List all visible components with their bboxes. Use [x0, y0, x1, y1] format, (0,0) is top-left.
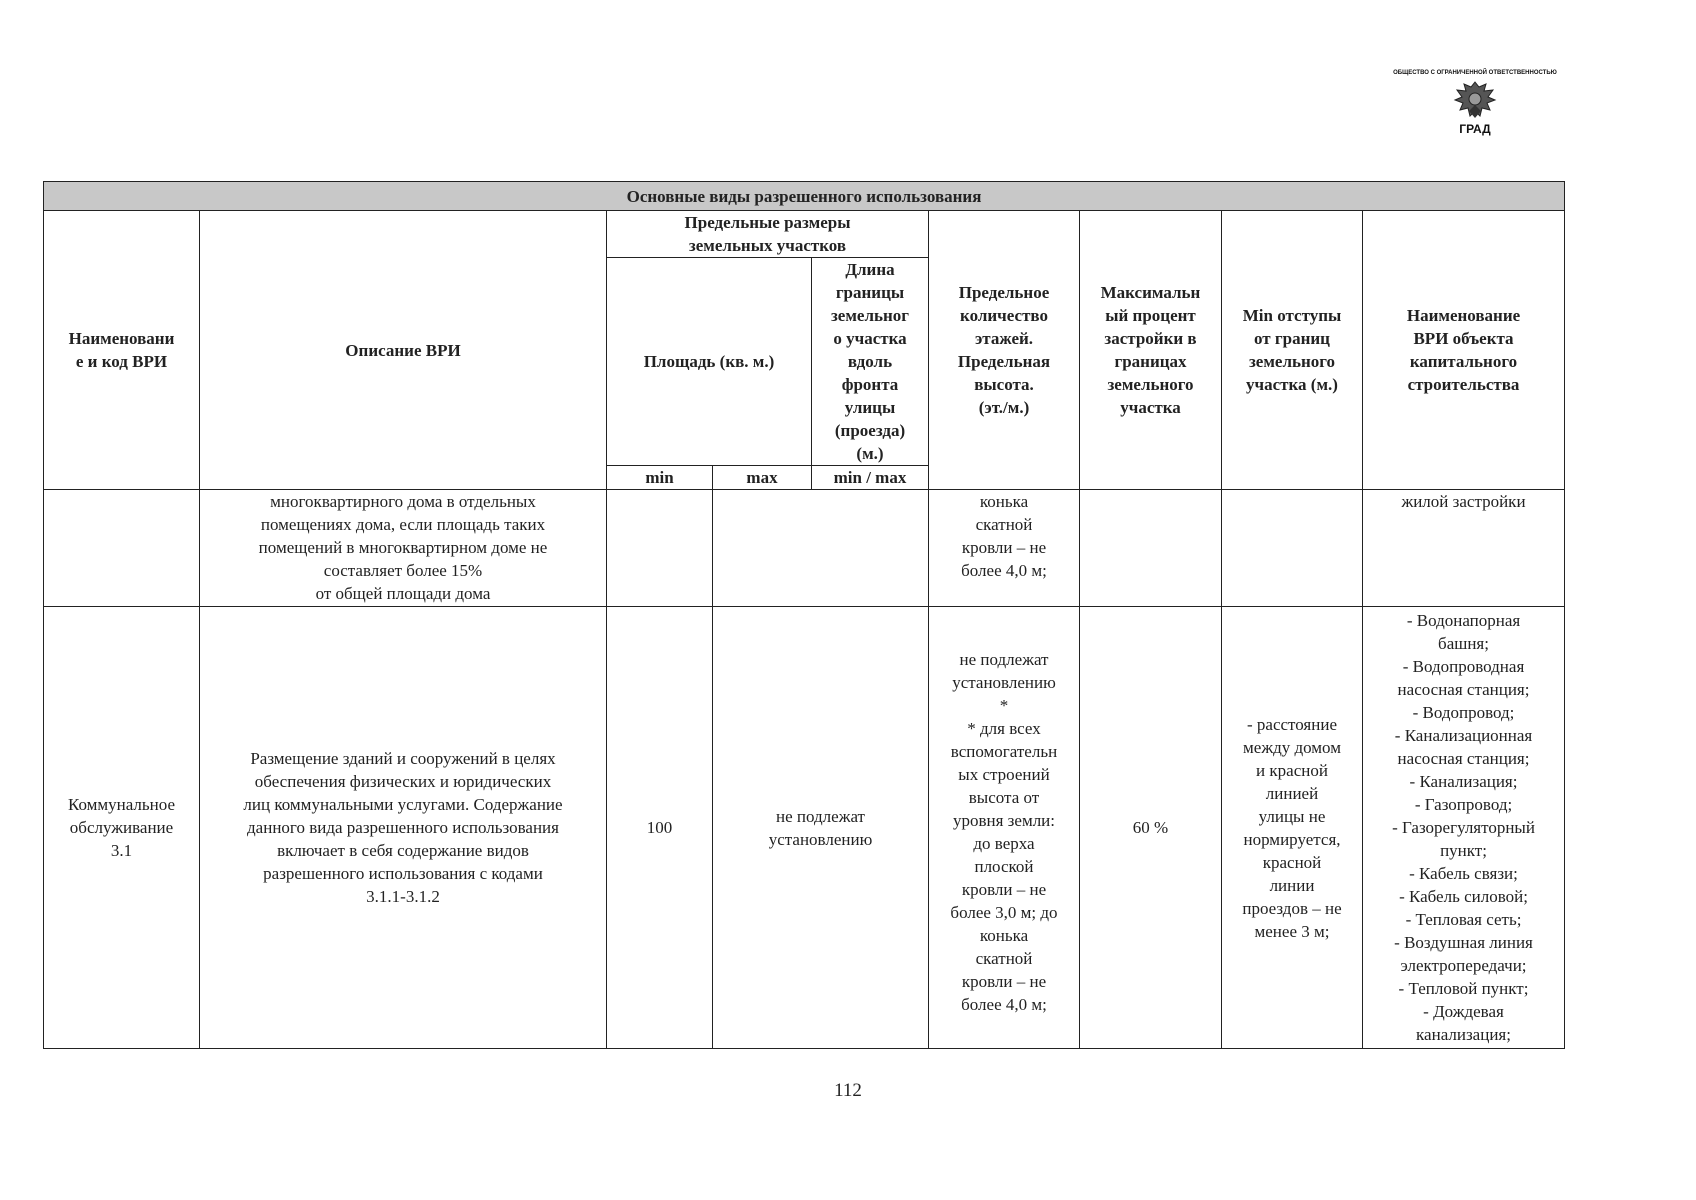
cell-objects: - Водонапорная башня; - Водопроводная насосная станция; - Водопровод; - Канализационная насосная станция; - Канализация; - Газопровод; - Газорегуляторный пункт; - Кабель связи; - Кабель силовой; - Тепловая сеть; - Воздушная линия электропередачи; - Тепловой пункт; - Дождевая канализация; [1363, 607, 1565, 1049]
company-logo [1393, 70, 1557, 154]
eagle-emblem-icon [1453, 78, 1497, 122]
permitted-use-table [43, 181, 1565, 1049]
cell-floors: не подлежат установлению * * для всех вспомогательн ых строений высота от уровня земли: до верха плоской кровли – не более 3,0 м; до конька скатной кровли – не более 4,0 м; [929, 607, 1080, 1049]
cell-setback [1222, 490, 1363, 607]
page-number: 112 [834, 1080, 862, 1101]
cell-description: многоквартирного дома в отдельных помещениях дома, если площадь таких помещений в многоквартирном доме не составляет более 15% от общей площади дома [200, 490, 607, 607]
cell-objects: жилой застройки [1363, 490, 1565, 607]
table-title: Основные виды разрешенного использования [44, 182, 1565, 211]
cell-percent: 60 % [1080, 607, 1222, 1049]
header-area: Площадь (кв. м.) [607, 258, 812, 466]
subheader-min-max: min / max [812, 466, 929, 490]
header-front-length: Длина границы земельног о участка вдоль фронта улицы (проезда) (м.) [812, 258, 929, 466]
header-plot-sizes: Предельные размеры земельных участков [607, 211, 929, 258]
header-description: Описание ВРИ [200, 211, 607, 490]
header-min-setback: Min отступы от границ земельного участка (м.) [1222, 211, 1363, 490]
header-name-code: Наименовани е и код ВРИ [44, 211, 200, 490]
cell-area-max-front [713, 490, 929, 607]
subheader-min: min [607, 466, 713, 490]
cell-percent [1080, 490, 1222, 607]
logo-caption: ОБЩЕСТВО С ОГРАНИЧЕННОЙ ОТВЕТСТВЕННОСТЬЮ [1393, 70, 1557, 76]
cell-name [44, 490, 200, 607]
table-row [44, 607, 1565, 1049]
header-max-percent: Максимальн ый процент застройки в границах земельного участка [1080, 211, 1222, 490]
table-row [44, 490, 1565, 607]
cell-area-max-front: не подлежат установлению [713, 607, 929, 1049]
cell-area-min: 100 [607, 607, 713, 1049]
logo-name: ГРАД [1459, 122, 1491, 136]
cell-setback: - расстояние между домом и красной линией улицы не нормируется, красной линии проездов – не менее 3 м; [1222, 607, 1363, 1049]
cell-area-min [607, 490, 713, 607]
header-floors: Предельное количество этажей. Предельная высота. (эт./м.) [929, 211, 1080, 490]
cell-name: Коммунальное обслуживание 3.1 [44, 607, 200, 1049]
subheader-max: max [713, 466, 812, 490]
header-objects: Наименование ВРИ объекта капитального строительства [1363, 211, 1565, 490]
cell-description: Размещение зданий и сооружений в целях обеспечения физических и юридических лиц коммунальными услугами. Содержание данного вида разрешенного использования включает в себя содержание видов разрешенного использования с кодами 3.1.1-3.1.2 [200, 607, 607, 1049]
cell-floors: конька скатной кровли – не более 4,0 м; [929, 490, 1080, 607]
